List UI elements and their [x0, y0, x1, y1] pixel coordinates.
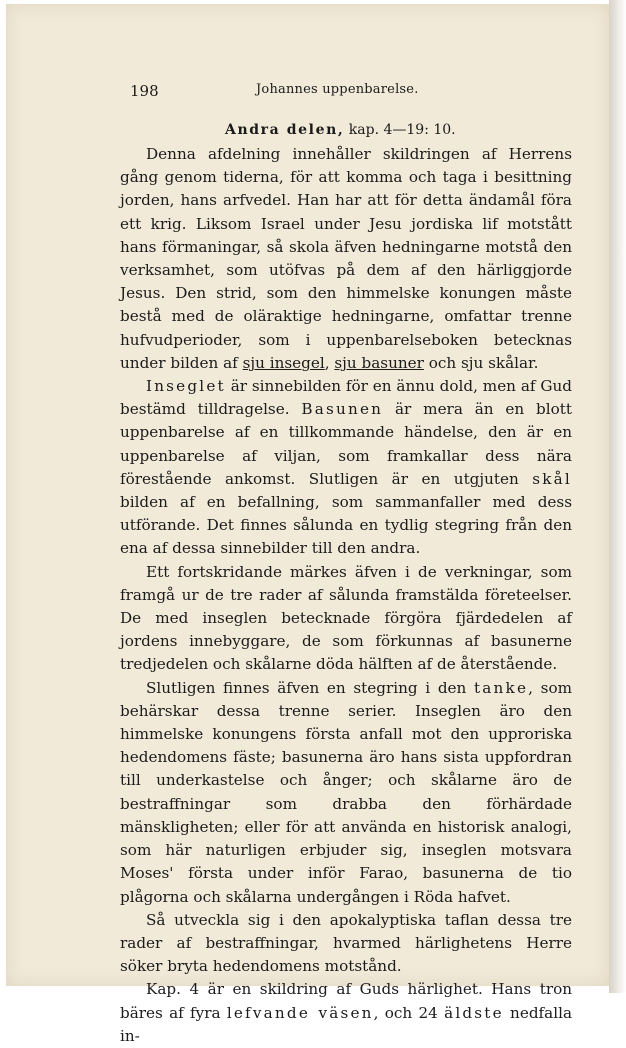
body-text [120, 143, 572, 1048]
section-heading-part: Andra delen, [225, 122, 345, 138]
spaced-term: äldste [444, 1003, 504, 1022]
spaced-term: Basunen [301, 400, 384, 419]
text-run: Så utveckla sig i den apokalyptiska taflan dessa tre rader af bestraffningar, hvarmed härlighetens Herre söker bryta hedendomens motstånd. [120, 910, 572, 976]
paragraph [120, 677, 572, 909]
spaced-term: lefvande väsen [226, 1003, 374, 1022]
page-number: 198 [130, 82, 159, 100]
spaced-term: tanke [474, 678, 529, 697]
text-run: Ett fortskridande märkes äfven i de verkningar, som framgå ur de tre rader af sålunda framstälda företeelser. De med inseglen betecknade förgöra fjärdedelen af jordens innebyggare, de som förkunnas af basunerne tredjedelen och skålarne döda hälften af de återstående. [120, 562, 572, 674]
paragraph [120, 561, 572, 677]
text-run: bilden af en befallning, som sammanfaller med dess utförande. Det finnes sålunda en tydlig stegring från den ena af dessa sinnebilder till den andra. [120, 493, 572, 558]
text-run: Kap. 4 är en skildring af Guds härlighet. Hans tron bäres af fyra [120, 980, 572, 1022]
paragraph [120, 978, 572, 1048]
paragraph [120, 375, 572, 561]
paragraph [120, 143, 572, 375]
text-run: och sju skålar. [423, 353, 539, 372]
page-header [130, 82, 570, 106]
page-edge-shadow [609, 0, 626, 993]
section-heading-reference: kap. 4—19: 10. [348, 122, 456, 138]
paragraph [120, 909, 572, 979]
spaced-term: Inseglet [146, 377, 226, 396]
text-run: , som behärskar dessa trenne serier. Inseglen äro den himmelske konungens första anfall mot den upproriska hedendomens fäste; basunerna äro hans sista uppfordran till underkastelse och ånger; och skålarne äro de bestraffningar som drabba den förhärdade mänskligheten; eller för att använda en historisk analogi, som här naturligen erbjuder sig, inseglen motsvara Moses' första under inför Farao, basunerna de tio plågorna och skålarna undergången i Röda hafvet. [120, 678, 572, 906]
text-run: , och 24 [373, 1003, 445, 1022]
text-run: Slutligen finnes äfven en stegring i den [146, 678, 474, 697]
spaced-term: skål [532, 469, 572, 488]
text-run: är sinnebilden för en ännu dold, men af Gud bestämd tilldragelse. [120, 377, 572, 419]
underlined-term: sju insegel [242, 353, 325, 372]
text-run: är mera än en blott uppenbarelse af en tillkommande händelse, den är en uppenbarelse af viljan, som framkallar dess nära förestående ankomst. Slutligen är en utgjuten [120, 400, 572, 488]
section-heading [225, 122, 456, 138]
running-title: Johannes uppenbarelse. [256, 82, 419, 97]
underlined-term: sju basuner [334, 353, 424, 372]
text-run: Denna afdelning innehåller skildringen af Herrens gång genom tiderna, för att komma och taga i besittning jorden, hans arfvedel. Han har att för detta ändamål föra ett krig. Liksom Israel under Jesu jordiska lif motstått hans förmaningar, så skola äfven hedningarne motstå den verksamhet, som utöfvas på dem af den härliggjorde Jesus. Den strid, som den himmelske konungen måste bestå med de oläraktige hedningarne, omfattar trenne hufvudperioder, som i uppenbarelseboken betecknas under bilden af [120, 145, 572, 372]
text-run: , [324, 353, 335, 372]
text-run: nedfalla in- [120, 1003, 572, 1045]
